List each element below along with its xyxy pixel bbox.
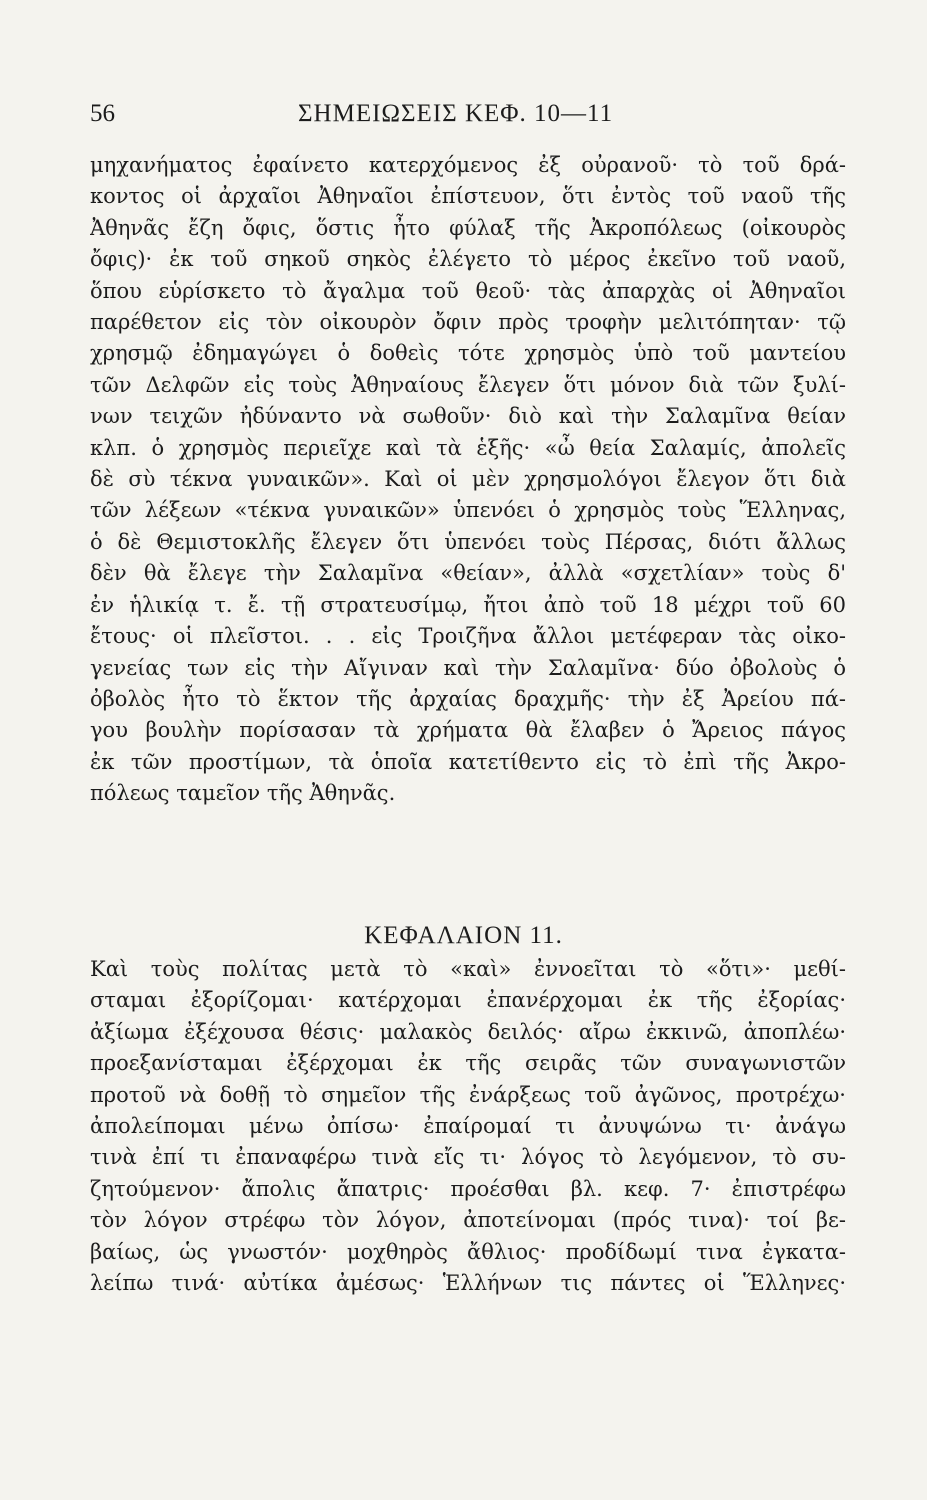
text-line: παρέθετον εἰς τὸν οἰκουρὸν ὄφιν πρὸς τροφὴν μελιτόπηταν· τῷ [90, 310, 846, 335]
text-line: γου βουλὴν πορίσασαν τὰ χρήματα θὰ ἔλαβεν ὁ Ἄρειος πάγος [90, 718, 846, 743]
text-line: τῶν Δελφῶν εἰς τοὺς Ἀθηναίους ἔλεγεν ὅτι μόνον διὰ τῶν ξυλί- [90, 372, 846, 397]
text-line: δὲ σὺ τέκνα γυναικῶν». Καὶ οἱ μὲν χρησμολόγοι ἔλεγον ὅτι διὰ [90, 467, 846, 492]
chapter-heading: ΚΕΦΑΛΑΙΟΝ 11. [364, 922, 563, 949]
text-line: ζητούμενον· ἄπολις ἄπατρις· προέσθαι βλ. κεφ. 7· ἐπιστρέφω [90, 1176, 846, 1201]
text-line: ἀπολείπομαι μένω ὀπίσω· ἐπαίρομαί τι ἀνυψώνω τι· ἀνάγω [90, 1114, 846, 1139]
text-line: μηχανήματος ἐφαίνετο κατερχόμενος ἐξ οὐρανοῦ· τὸ τοῦ δρά- [90, 153, 846, 177]
text-line: ὅπου εὑρίσκετο τὸ ἄγαλμα τοῦ θεοῦ· τὰς ἀπαρχὰς οἱ Ἀθηναῖοι [90, 278, 846, 303]
page-number: 56 [90, 100, 115, 127]
text-line: κοντος οἱ ἀρχαῖοι Ἀθηναῖοι ἐπίστευον, ὅτι ἐντὸς τοῦ ναοῦ τῆς [90, 184, 846, 209]
text-line: τινὰ ἐπί τι ἐπαναφέρω τινὰ εἴς τι· λόγος τὸ λεγόμενον, τὸ συ- [90, 1145, 846, 1170]
text-line: ὄφις)· ἐκ τοῦ σηκοῦ σηκὸς ἐλέγετο τὸ μέρος ἐκεῖνο τοῦ ναοῦ, [90, 247, 846, 272]
text-line: πόλεως ταμεῖον τῆς Ἀθηνᾶς. [90, 781, 396, 806]
text-line: ἐκ τῶν προστίμων, τὰ ὁποῖα κατετίθεντο εἰς τὸ ἐπὶ τῆς Ἀκρο- [90, 749, 846, 774]
text-line: δὲν θὰ ἔλεγε τὴν Σαλαμῖνα «θείαν», ἀλλὰ «σχετλίαν» τοὺς δ' [90, 561, 846, 586]
text-line: λείπω τινά· αὐτίκα ἀμέσως· Ἑλλήνων τις πάντες οἱ Ἕλληνες· [90, 1271, 846, 1296]
text-line: ἔτους· οἱ πλεῖστοι. . . εἰς Τροιζῆνα ἄλλοι μετέφεραν τὰς οἰκο- [90, 624, 846, 649]
text-line: προτοῦ νὰ δοθῇ τὸ σημεῖον τῆς ἐνάρξεως τοῦ ἀγῶνος, προτρέχω· [90, 1082, 846, 1107]
text-line: ὀβολὸς ἦτο τὸ ἕκτον τῆς ἀρχαίας δραχμῆς· τὴν ἐξ Ἀρείου πά- [90, 686, 846, 711]
text-line: νων τειχῶν ἠδύναντο νὰ σωθοῦν· διὸ καὶ τὴν Σαλαμῖνα θείαν [90, 404, 846, 429]
text-line: γενείας των εἰς τὴν Αἴγιναν καὶ τὴν Σαλαμῖνα· δύο ὀβολοὺς ὁ [90, 655, 846, 680]
text-line: Ἀθηνᾶς ἔζη ὄφις, ὅστις ἦτο φύλαξ τῆς Ἀκροπόλεως (οἰκουρὸς [90, 215, 846, 240]
notes-paragraph-ch10 [90, 150, 846, 810]
notes-paragraph-ch11 [90, 954, 846, 1299]
text-line: τῶν λέξεων «τέκνα γυναικῶν» ὑπενόει ὁ χρησμὸς τοὺς Ἕλληνας, [90, 498, 846, 523]
running-header: ΣΗΜΕΙΩΣΕΙΣ ΚΕΦ. 10—11 [298, 100, 614, 127]
text-line: σταμαι ἐξορίζομαι· κατέρχομαι ἐπανέρχομαι ἐκ τῆς ἐξορίας· [90, 988, 846, 1013]
text-line: ἀξίωμα ἐξέχουσα θέσις· μαλακὸς δειλός· αἴρω ἐκκινῶ, ἀποπλέω· [90, 1019, 846, 1044]
text-line: προεξανίσταμαι ἐξέρχομαι ἐκ τῆς σειρᾶς τῶν συναγωνιστῶν [90, 1051, 846, 1076]
text-line: κλπ. ὁ χρησμὸς περιεῖχε καὶ τὰ ἑξῆς· «ὦ θεία Σαλαμίς, ἀπολεῖς [90, 435, 846, 460]
text-line: Καὶ τοὺς πολίτας μετὰ τὸ «καὶ» ἐννοεῖται τὸ «ὅτι»· μεθί- [90, 957, 846, 981]
text-line: ἐν ἡλικίᾳ τ. ἔ. τῇ στρατευσίμῳ, ἤτοι ἀπὸ τοῦ 18 μέχρι τοῦ 60 [90, 592, 846, 617]
text-line: ὁ δὲ Θεμιστοκλῆς ἔλεγεν ὅτι ὑπενόει τοὺς Πέρσας, διότι ἄλλως [90, 529, 846, 554]
text-line: τὸν λόγον στρέφω τὸν λόγον, ἀποτείνομαι (πρός τινα)· τοί βε- [90, 1208, 846, 1233]
text-line: βαίως, ὡς γνωστόν· μοχθηρὸς ἄθλιος· προδίδωμί τινα ἐγκατα- [90, 1239, 846, 1264]
text-line: χρησμῷ ἐδημαγώγει ὁ δοθεὶς τότε χρησμὸς ὑπὸ τοῦ μαντείου [90, 341, 846, 366]
